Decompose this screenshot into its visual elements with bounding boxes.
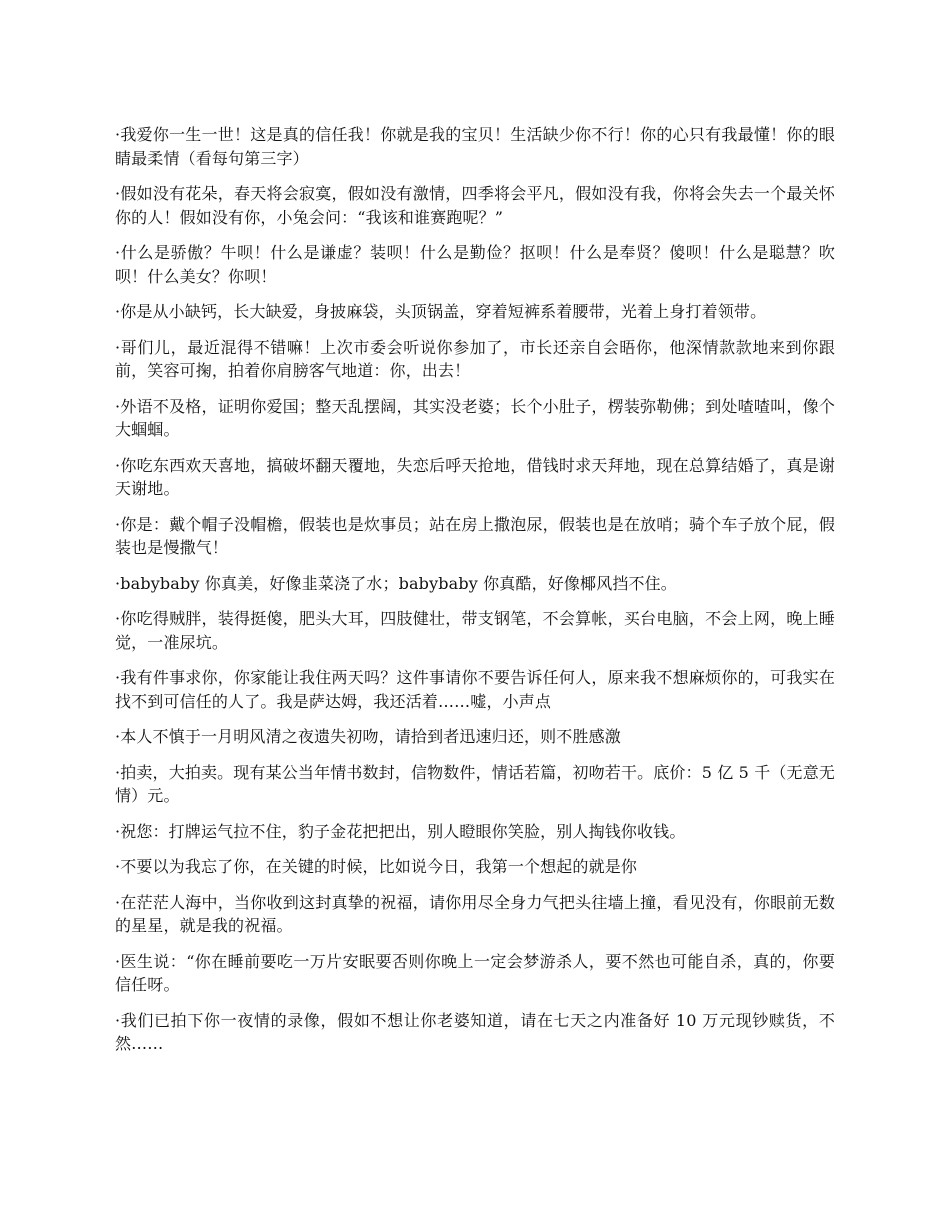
paragraph: ·我有件事求你，你家能让我住两天吗？这件事请你不要告诉任何人，原来我不想麻烦你的，可我实在找不到可信任的人了。我是萨达姆，我还活着……嘘，小声点: [115, 668, 835, 711]
paragraph: ·哥们儿，最近混得不错嘛！上次市委会听说你参加了，市长还亲自会晤你，他深情款款地来到你跟前，笑容可掬，拍着你肩膀客气地道：你，出去！: [115, 337, 835, 380]
paragraph: ·拍卖，大拍卖。现有某公当年情书数封，信物数件，情话若篇，初吻若干。底价：5 亿 5 千（无意无情）元。: [115, 762, 835, 805]
paragraph: ·你吃东西欢天喜地，搞破坏翻天覆地，失恋后呼天抢地，借钱时求天拜地，现在总算结婚了，真是谢天谢地。: [115, 455, 835, 498]
paragraph: ·你是：戴个帽子没帽檐，假装也是炊事员；站在房上撒泡尿，假装也是在放哨；骑个车子放个屁，假装也是慢撒气！: [115, 514, 835, 557]
paragraph: ·外语不及格，证明你爱国；整天乱摆阔，其实没老婆；长个小肚子，楞装弥勒佛；到处喳喳叫，像个大蝈蝈。: [115, 396, 835, 439]
paragraph: ·我们已拍下你一夜情的录像，假如不想让你老婆知道，请在七天之内准备好 10 万元现钞赎货，不然……: [115, 1010, 835, 1053]
paragraph: ·医生说：“你在睡前要吃一万片安眠要否则你晚上一定会梦游杀人，要不然也可能自杀，真的，你要信任呀。: [115, 951, 835, 994]
paragraph: ·你吃得贼胖，装得挺傻，肥头大耳，四肢健壮，带支钢笔，不会算帐，买台电脑，不会上网，晚上睡觉，一准尿坑。: [115, 609, 835, 652]
paragraph: ·祝您：打牌运气拉不住，豹子金花把把出，别人瞪眼你笑脸，别人掏钱你收钱。: [115, 821, 686, 841]
paragraph: ·假如没有花朵，春天将会寂寞，假如没有激情，四季将会平凡，假如没有我，你将会失去一个最关怀你的人！假如没有你，小兔会问：“我该和谁赛跑呢？”: [115, 184, 835, 227]
paragraph: ·在茫茫人海中，当你收到这封真挚的祝福，请你用尽全身力气把头往墙上撞，看见没有，你眼前无数的星星，就是我的祝福。: [115, 892, 835, 935]
paragraph: ·不要以为我忘了你，在关键的时候，比如说今日，我第一个想起的就是你: [115, 857, 638, 876]
paragraph: ·本人不慎于一月明风清之夜遗失初吻，请拾到者迅速归还，则不胜感激: [115, 727, 621, 746]
document-body: [115, 123, 835, 1068]
paragraph: ·你是从小缺钙，长大缺爱，身披麻袋，头顶锅盖，穿着短裤系着腰带，光着上身打着领带。: [115, 302, 767, 321]
paragraph: ·babybaby 你真美，好像韭菜浇了水；babybaby 你真酷，好像椰风挡不住。: [115, 573, 677, 593]
paragraph: ·我爱你一生一世！这是真的信任我！你就是我的宝贝！生活缺少你不行！你的心只有我最懂！你的眼睛最柔情（看每句第三字）: [115, 125, 835, 168]
paragraph: ·什么是骄傲？牛呗！什么是谦虚？装呗！什么是勤俭？抠呗！什么是奉贤？傻呗！什么是聪慧？吹呗！什么美女？你呗！: [115, 243, 835, 286]
